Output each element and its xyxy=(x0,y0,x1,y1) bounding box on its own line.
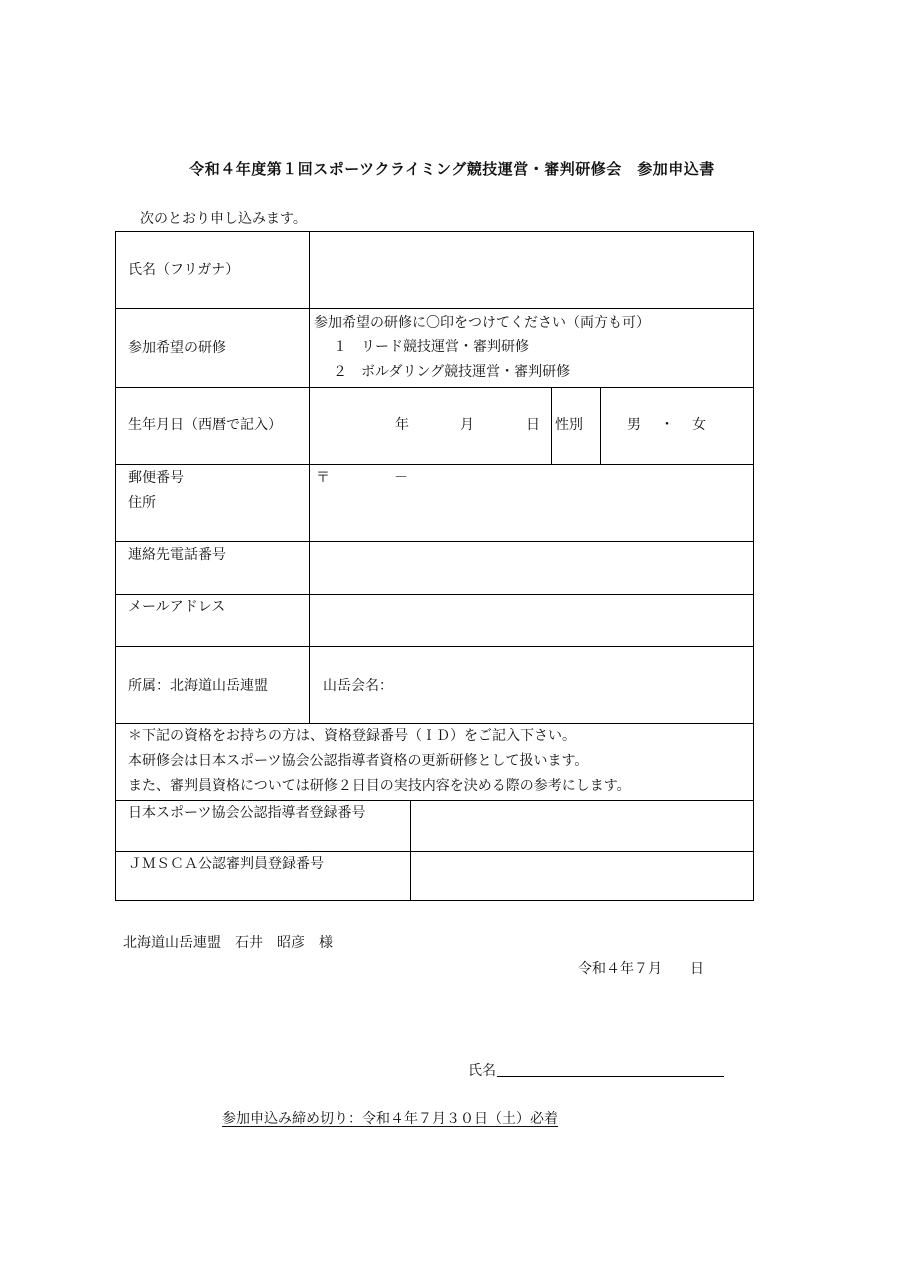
training-option-lead[interactable]: １ リード競技運営・審判研修 xyxy=(333,339,529,355)
training-option-bouldering[interactable]: ２ ボルダリング競技運営・審判研修 xyxy=(333,364,571,380)
postal-label: 郵便番号 xyxy=(128,470,184,486)
note-line-3: また、審判員資格については研修２日目の実技内容を決める際の参考にします。 xyxy=(128,778,631,794)
birthdate-field[interactable] xyxy=(310,388,550,464)
jspo-id-label: 日本スポーツ協会公認指導者登録番号 xyxy=(128,805,366,821)
birthdate-day-unit: 日 xyxy=(526,417,540,433)
deadline-notice: 参加申込み締め切り：令和４年７月３０日（土）必着 xyxy=(222,1111,558,1127)
application-form xyxy=(115,231,754,901)
club-name-label: 山岳会名： xyxy=(323,678,393,694)
signature-line[interactable] xyxy=(497,1076,724,1077)
jspo-id-field[interactable] xyxy=(411,801,754,851)
gender-option-male[interactable]: 男 xyxy=(627,417,641,433)
gender-separator: ・ xyxy=(660,417,674,433)
address-label: 住所 xyxy=(128,495,156,511)
row-divider xyxy=(116,723,753,724)
phone-field[interactable] xyxy=(310,542,754,594)
email-field[interactable] xyxy=(310,595,754,646)
addressee: 北海道山岳連盟 石井 昭彦 様 xyxy=(123,935,333,951)
document-title: 令和４年度第１回スポーツクライミング競技運営・審判研修会 参加申込書 xyxy=(189,160,715,178)
submission-date: 令和４年７月 日 xyxy=(578,961,704,977)
gender-label: 性別 xyxy=(555,417,583,433)
note-line-2: 本研修会は日本スポーツ協会公認指導者資格の更新研修として扱います。 xyxy=(128,753,589,769)
birthdate-year-unit: 年 xyxy=(395,417,409,433)
birthdate-label: 生年月日（西暦で記入） xyxy=(128,417,282,433)
training-instruction: 参加希望の研修に〇印をつけてください（両方も可） xyxy=(314,315,650,331)
address-field[interactable] xyxy=(310,465,754,541)
jmsca-id-field[interactable] xyxy=(411,852,754,901)
intro-text: 次のとおり申し込みます。 xyxy=(140,211,307,227)
postal-mark: 〒 xyxy=(316,470,330,486)
postal-dash: － xyxy=(394,470,408,486)
jmsca-id-label: ＪＭＳＣＡ公認審判員登録番号 xyxy=(128,856,324,872)
training-label: 参加希望の研修 xyxy=(128,340,226,356)
row-divider xyxy=(116,308,753,309)
signature-label: 氏名 xyxy=(468,1063,496,1079)
email-label: メールアドレス xyxy=(128,599,226,615)
column-divider xyxy=(551,387,552,464)
note-line-1: ＊下記の資格をお持ちの方は、資格登録番号（ＩＤ）をご記入下さい。 xyxy=(128,728,576,744)
club-name-field[interactable] xyxy=(406,647,754,723)
name-label: 氏名（フリガナ） xyxy=(128,262,240,278)
birthdate-month-unit: 月 xyxy=(460,417,474,433)
gender-option-female[interactable]: 女 xyxy=(692,417,706,433)
column-divider xyxy=(600,387,601,464)
affiliation-label: 所属：北海道山岳連盟 xyxy=(128,678,268,694)
name-field[interactable] xyxy=(310,232,754,308)
phone-label: 連絡先電話番号 xyxy=(128,547,226,563)
